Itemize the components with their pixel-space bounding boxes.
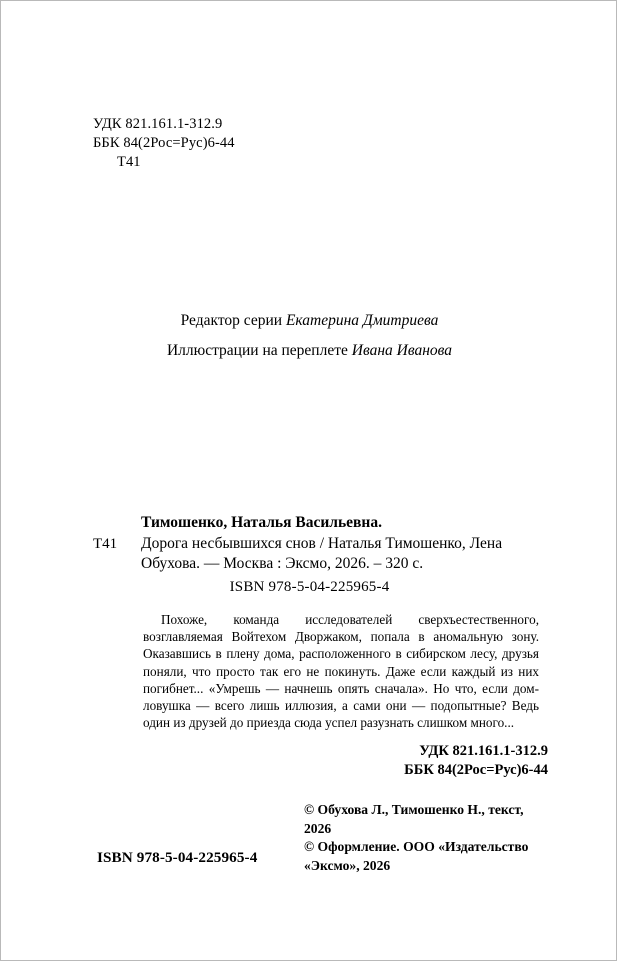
bibliographic-entry	[93, 513, 533, 574]
classification-top-block	[93, 115, 235, 172]
classification-bottom-block	[404, 742, 548, 780]
copyright-block	[304, 801, 550, 875]
editor-label: Редактор серии	[180, 312, 283, 329]
editor-line	[1, 306, 617, 336]
shelf-code-top: Т41	[117, 154, 141, 170]
illustrations-name: Ивана Иванова	[351, 342, 453, 359]
entry-author: Тимошенко, Наталья Васильевна.	[141, 514, 382, 531]
credits-block	[1, 306, 617, 366]
annotation-text: Похоже, команда исследователей сверхъестественного, возглавляемая Войтехом Дворжаком, попала в аномальную зону. Оказавшись в плену дома, расположенного в сибирском лесу, друзья поняли, что просто так его не покинуть. Даже если каждый из них погибнет... «Умрешь — начнешь опять сначала». Но что, если дом-ловушка — всего лишь иллюзия, а сами они — подопытные? Ведь один из друзей до приезда сюда успел разузнать слишком много...	[143, 612, 539, 731]
isbn-bottom: ISBN 978-5-04-225965-4	[97, 849, 258, 866]
bbk-code-bottom: ББК 84(2Рос=Рус)6-44	[404, 762, 548, 778]
entry-body	[93, 534, 533, 574]
copyright-line-2: © Оформление. ООО «Издательство	[304, 839, 529, 854]
copyright-line-2-cont: «Эксмо», 2026	[304, 857, 391, 873]
illustrations-line	[1, 336, 617, 366]
bbk-code-top: ББК 84(2Рос=Рус)6-44	[93, 135, 235, 151]
copyright-line-1: © Обухова Л., Тимошенко Н., текст,	[304, 802, 524, 817]
udk-code-bottom: УДК 821.161.1-312.9	[419, 743, 548, 759]
entry-sigil: Т41	[93, 536, 118, 552]
entry-description: Дорога несбывшихся снов / Наталья Тимошенко, Лена Обухова. — Москва : Эксмо, 2026. – 320 с.	[141, 535, 503, 572]
isbn-top: ISBN 978-5-04-225965-4	[229, 579, 390, 595]
udk-code-top: УДК 821.161.1-312.9	[93, 116, 223, 132]
illustrations-label: Иллюстрации на переплете	[166, 342, 348, 359]
copyright-line-1-cont: 2026	[304, 820, 332, 836]
editor-name: Екатерина Дмитриева	[285, 312, 439, 329]
